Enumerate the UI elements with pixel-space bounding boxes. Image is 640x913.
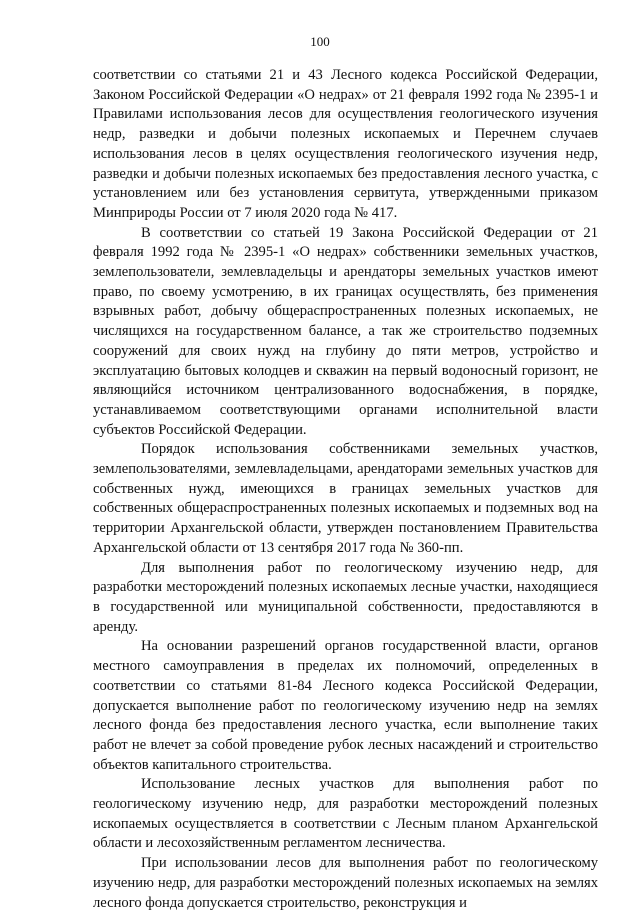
paragraph-4: Для выполнения работ по геологическому изучению недр, для разработки месторождений полезных ископаемых лесные участки, находящиеся в государственной или муниципальной собственности, предоставляются в аренду. bbox=[93, 559, 598, 635]
paragraph-5: На основании разрешений органов государственной власти, органов местного самоуправления в пределах их полномочий, определенных в соответствии со статьями 81-84 Лесного кодекса Российской Федерации, допускается выполнение работ по геологическому изучению недр на землях лесного фонда без предоставления лесного участка, если выполнение таких работ не влечет за собой проведение рубок лесных насаждений и строительство объектов капитального строительства. bbox=[93, 638, 598, 773]
document-body bbox=[93, 66, 598, 913]
paragraph-3: Порядок использования собственниками земельных участков, землепользователями, землевладельцами, арендаторами земельных участков для собственных нужд, имеющихся в границах земельных участков для собственных общераспространенных полезных ископаемых и подземных вод на территории Архангельской области, утвержден постановлением Правительства Архангельской области от 13 сентября 2017 года № 360-пп. bbox=[93, 441, 598, 556]
page-number: 100 bbox=[310, 34, 330, 49]
paragraph-1: соответствии со статьями 21 и 43 Лесного кодекса Российской Федерации, Законом Российской Федерации «О недрах» от 21 февраля 1992 года № 2395-1 и Правилами использования лесов для осуществления геологического изучения недр, разведки и добычи полезных ископаемых и Перечнем случаев использования лесов в целях осуществления геологического изучения недр, разведки и добычи полезных ископаемых без предоставления лесного участка, с установлением или без установления сервитута, утвержденными приказом Минприроды России от 7 июля 2020 года № 417. bbox=[93, 67, 598, 221]
paragraph-2: В соответствии со статьей 19 Закона Российской Федерации от 21 февраля 1992 года № 2395-1 «О недрах» собственники земельных участков, землепользователи, землевладельцы и арендаторы земельных участков имеют право, по своему усмотрению, в их границах осуществлять, без применения взрывных работ, добычу общераспространенных полезных ископаемых, не числящихся на государственном балансе, а так же строительство подземных сооружений для своих нужд на глубину до пяти метров, устройство и эксплуатацию бытовых колодцев и скважин на первый водоносный горизонт, не являющийся источником централизованного водоснабжения, в порядке, устанавливаемом соответствующими органами исполнительной власти субъектов Российской Федерации. bbox=[93, 224, 598, 438]
paragraph-6: Использование лесных участков для выполнения работ по геологическому изучению недр, для разработки месторождений полезных ископаемых осуществляется в соответствии с Лесным планом Архангельской области и лесохозяйственным регламентом лесничества. bbox=[93, 776, 598, 852]
paragraph-7: При использовании лесов для выполнения работ по геологическому изучению недр, для разработки месторождений полезных ископаемых на землях лесного фонда допускается строительство, реконструкция и bbox=[93, 855, 598, 911]
